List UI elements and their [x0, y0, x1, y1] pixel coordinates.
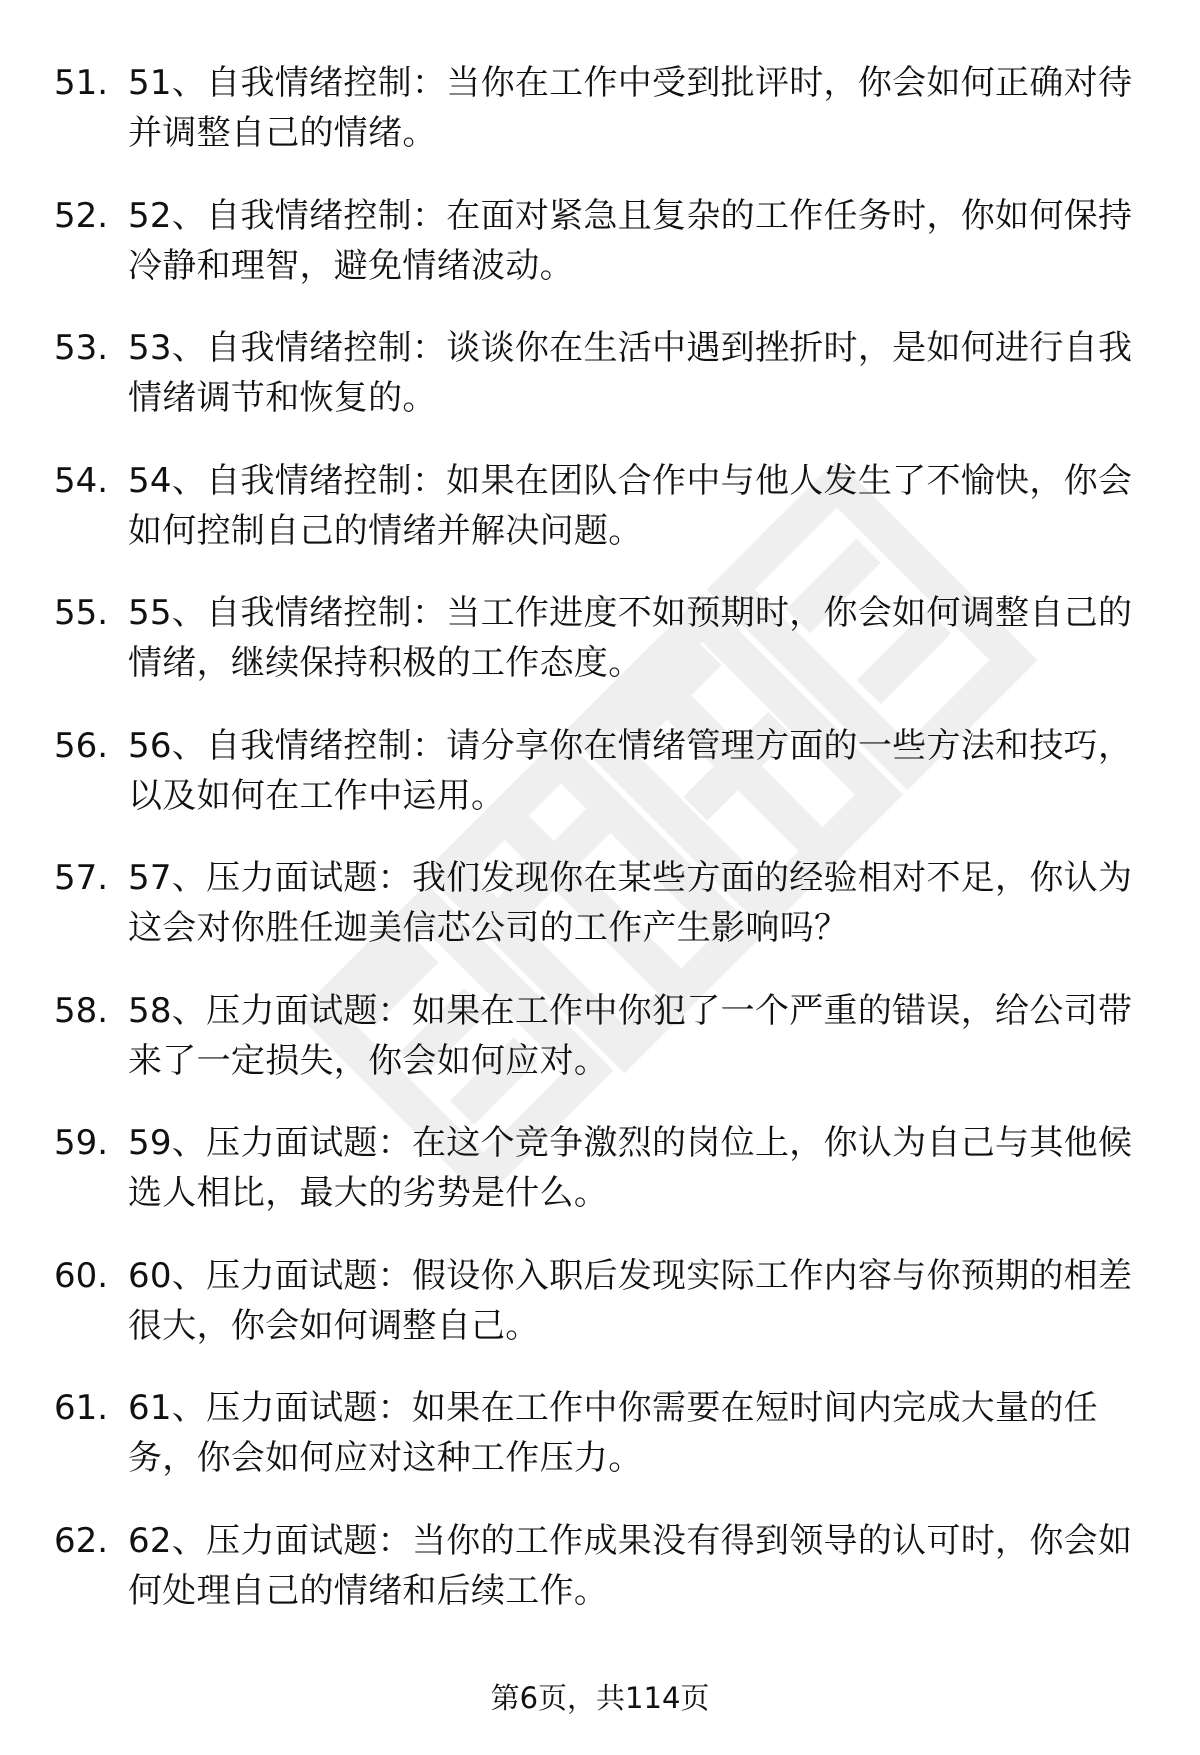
list-item	[0, 1516, 1200, 1649]
question-text: 58、压力面试题：如果在工作中你犯了一个严重的错误，给公司带来了一定损失，你会如何应对。	[128, 990, 1133, 1081]
question-text: 62、压力面试题：当你的工作成果没有得到领导的认可时，你会如何处理自己的情绪和后续工作。	[128, 1520, 1133, 1611]
question-number: 53.	[54, 328, 109, 368]
list-item	[0, 1118, 1200, 1251]
question-number: 57.	[54, 858, 109, 898]
question-number: 62.	[54, 1520, 109, 1561]
question-text: 61、压力面试题：如果在工作中你需要在短时间内完成大量的任务，你会如何应对这种工作压力。	[128, 1388, 1098, 1478]
page-indicator: 第6页，共114页	[490, 1681, 710, 1715]
question-text: 55、自我情绪控制：当工作进度不如预期时，你会如何调整自己的情绪，继续保持积极的工作态度。	[128, 593, 1133, 683]
question-number: 51.	[54, 63, 109, 103]
page-footer	[0, 1678, 1200, 1718]
question-number: 52.	[54, 195, 109, 236]
question-text: 53、自我情绪控制：谈谈你在生活中遇到挫折时，是如何进行自我情绪调节和恢复的。	[128, 328, 1133, 418]
question-text: 57、压力面试题：我们发现你在某些方面的经验相对不足，你认为这会对你胜任迦美信芯公司的工作产生影响吗？	[128, 858, 1133, 948]
question-number: 56.	[54, 725, 109, 766]
question-text: 52、自我情绪控制：在面对紧急且复杂的工作任务时，你如何保持冷静和理智，避免情绪波动。	[128, 195, 1133, 286]
list-item	[0, 323, 1200, 456]
list-item	[0, 58, 1200, 191]
question-list	[0, 58, 1200, 1648]
list-item	[0, 721, 1200, 854]
question-number: 61.	[54, 1388, 109, 1428]
question-number: 58.	[54, 990, 109, 1031]
list-item	[0, 191, 1200, 324]
question-number: 59.	[54, 1123, 109, 1163]
question-text: 59、压力面试题：在这个竞争激烈的岗位上，你认为自己与其他候选人相比，最大的劣势是什么。	[128, 1123, 1133, 1213]
list-item	[0, 1251, 1200, 1384]
question-text: 60、压力面试题：假设你入职后发现实际工作内容与你预期的相差很大，你会如何调整自己。	[128, 1255, 1133, 1346]
question-text: 54、自我情绪控制：如果在团队合作中与他人发生了不愉快，你会如何控制自己的情绪并解决问题。	[128, 460, 1133, 551]
list-item	[0, 853, 1200, 986]
question-text: 51、自我情绪控制：当你在工作中受到批评时，你会如何正确对待并调整自己的情绪。	[128, 63, 1133, 153]
list-item	[0, 986, 1200, 1119]
list-item	[0, 456, 1200, 589]
list-item	[0, 1383, 1200, 1516]
list-item	[0, 588, 1200, 721]
question-text: 56、自我情绪控制：请分享你在情绪管理方面的一些方法和技巧，以及如何在工作中运用。	[128, 725, 1133, 816]
question-number: 54.	[54, 460, 109, 501]
question-number: 55.	[54, 593, 109, 633]
question-number: 60.	[54, 1255, 109, 1296]
